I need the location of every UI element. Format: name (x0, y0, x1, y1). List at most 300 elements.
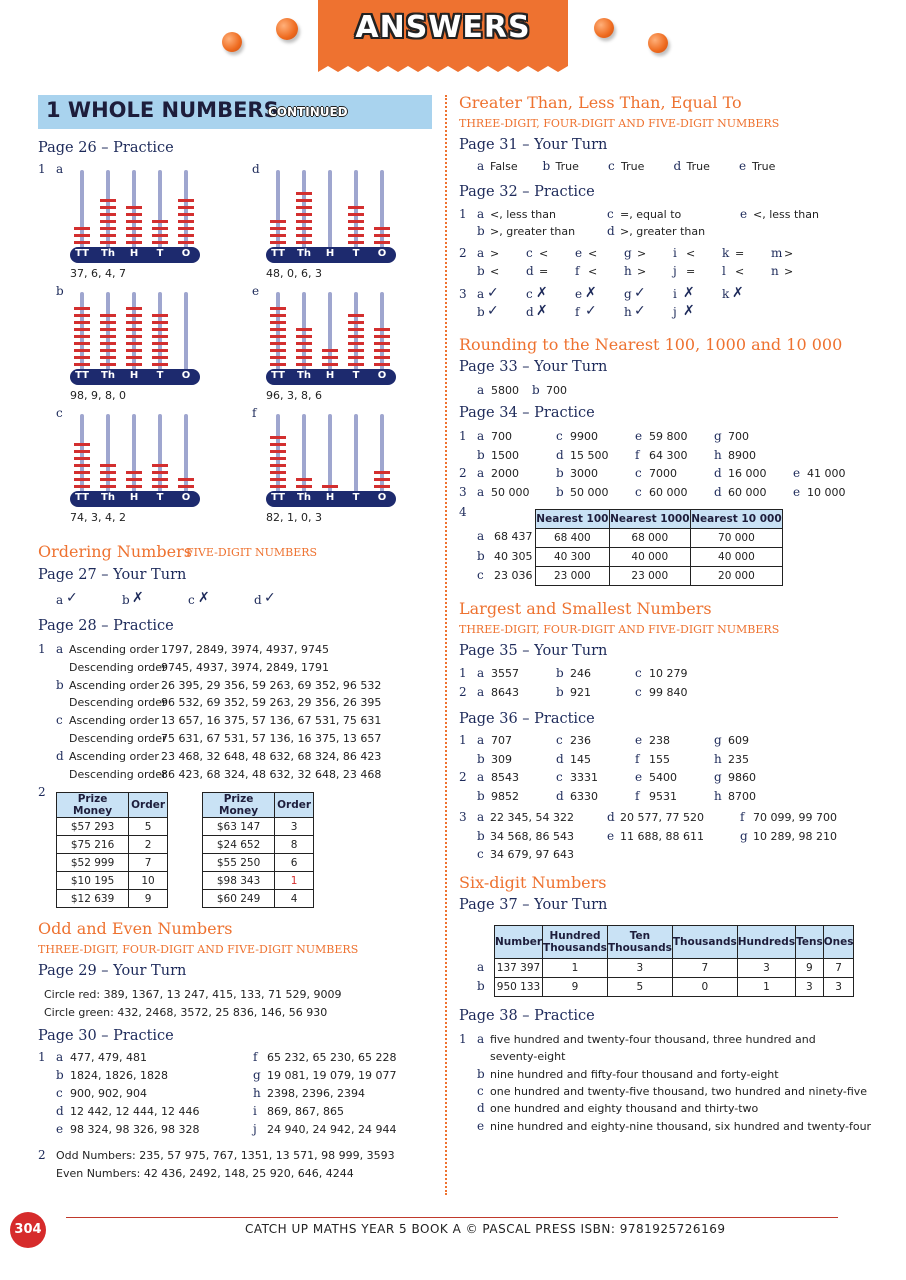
item-letter: l (722, 264, 726, 278)
abacus-bead (100, 485, 116, 488)
abacus-bead (100, 220, 116, 223)
order-label: Descending order (69, 660, 167, 674)
abacus-column-label: O (377, 370, 387, 381)
answer-value: = (539, 265, 549, 278)
abacus-bead (374, 227, 390, 230)
cross-icon: ✗ (536, 285, 548, 301)
answer-value: True (555, 160, 579, 173)
item-letter: d (673, 159, 682, 173)
abacus-bead (374, 234, 390, 237)
abacus-bead (126, 328, 142, 331)
answer-value: >, greater than (490, 225, 576, 238)
answer-value: <, less than (490, 208, 556, 221)
abacus-caption: 82, 1, 0, 3 (266, 511, 322, 524)
abacus-bead (152, 342, 168, 345)
abacus-bead (74, 328, 90, 331)
order-value: 13 657, 16 375, 57 136, 67 531, 75 631 (161, 714, 382, 728)
abacus-bead (100, 199, 116, 202)
table-cell: 950 133 (495, 978, 543, 997)
abacus-bead (374, 342, 390, 345)
abacus-column-label: T (156, 492, 164, 503)
abacus-bead (126, 363, 142, 366)
abacus-bead (152, 314, 168, 317)
abacus-bead (296, 213, 312, 216)
item-letter: d (607, 810, 615, 824)
page35-heading: Page 35 – Your Turn (459, 643, 608, 659)
abacus-letter: d (252, 162, 260, 176)
abacus-caption: 74, 3, 4, 2 (70, 511, 126, 524)
item-letter: d (556, 751, 564, 766)
item-letter: f (635, 751, 640, 766)
answer-value: = (735, 247, 745, 260)
abacus-column-label: Th (101, 492, 115, 503)
order-value: 9745, 4937, 3974, 2849, 1791 (161, 660, 329, 674)
abacus-bead (348, 363, 364, 366)
page30-heading: Page 30 – Practice (38, 1028, 174, 1044)
page36-heading: Page 36 – Practice (459, 711, 595, 727)
abacus-column-label: T (156, 370, 164, 381)
abacus-bead (100, 335, 116, 338)
answer-value: >, greater than (620, 225, 706, 238)
chapter-header (38, 95, 432, 129)
abacus-bead (374, 485, 390, 488)
abacus-letter: e (252, 284, 260, 298)
item-letter: a (477, 246, 485, 260)
table-header-cell: Order (129, 793, 168, 818)
table-cell: 3 (796, 978, 824, 997)
item-letter: j (673, 305, 677, 319)
page28-heading: Page 28 – Practice (38, 618, 174, 634)
item-letter: c (188, 593, 195, 607)
abacus-bead (296, 220, 312, 223)
item-letter: f (575, 264, 580, 278)
abacus-column-label: Th (297, 370, 311, 381)
abacus-column-label: T (156, 248, 164, 259)
abacus-bead (100, 342, 116, 345)
item-letter: b (477, 224, 485, 238)
abacus-bead (270, 328, 286, 331)
order-value: 26 395, 29 356, 59 263, 69 352, 96 532 (161, 678, 382, 692)
abacus-bead (100, 213, 116, 216)
abacus-bead (296, 335, 312, 338)
answer-value: False (490, 160, 518, 173)
abacus-bead (152, 227, 168, 230)
abacus-bead (152, 356, 168, 359)
answer-value: 3000 (570, 467, 598, 480)
abacus-bead (178, 220, 194, 223)
abacus-bead (100, 234, 116, 237)
answer-value: < (588, 247, 598, 260)
table-header-cell: Tens (796, 926, 824, 959)
question-number: 3 (459, 484, 467, 499)
abacus-bead (374, 363, 390, 366)
item-letter: b (477, 1066, 485, 1081)
item-letter: d (714, 466, 722, 480)
table-cell: $52 999 (57, 854, 129, 872)
answer-value: 8643 (491, 686, 519, 699)
abacus-bead (296, 342, 312, 345)
item-letter: d (254, 593, 262, 607)
answer-value: True (621, 160, 645, 173)
answer-value: True (686, 160, 710, 173)
abacus-bead (296, 349, 312, 352)
order-label: Ascending order (69, 749, 159, 763)
oddeven-title: Odd and Even Numbers (38, 919, 233, 938)
question-number: 1 (459, 207, 467, 221)
answer-value: 12 442, 12 444, 12 446 (70, 1105, 200, 1118)
abacus-bead (74, 457, 90, 460)
abacus-bead (374, 356, 390, 359)
table-header-cell: Hundreds (737, 926, 795, 959)
abacus-bead (270, 464, 286, 467)
question-number: 1 (38, 1050, 46, 1064)
ordering-subtitle: FIVE-DIGIT NUMBERS (186, 546, 318, 559)
answer-value: < (686, 247, 696, 260)
ordering-title: Ordering Numbers (38, 542, 192, 561)
abacus-bead (270, 321, 286, 324)
item-letter: c (635, 685, 642, 699)
abacus-diagram (266, 292, 396, 387)
abacus-column-label: TT (75, 492, 89, 503)
tick-icon: ✓ (264, 590, 276, 606)
abacus-bead (74, 349, 90, 352)
item-letter: e (607, 828, 615, 843)
gtl-subtitle: THREE-DIGIT, FOUR-DIGIT AND FIVE-DIGIT NUMBERS (459, 117, 780, 130)
abacus-bead (178, 241, 194, 244)
abacus-rod (354, 414, 358, 498)
abacus-bead (348, 328, 364, 331)
answer-value: 8543 (491, 771, 519, 784)
question-number: 1 (38, 642, 46, 656)
abacus-bead (270, 307, 286, 310)
item-letter: b (556, 685, 564, 699)
page34-heading: Page 34 – Practice (459, 405, 595, 421)
answer-value: 98 324, 98 326, 98 328 (70, 1123, 200, 1136)
cross-icon: ✗ (732, 285, 744, 301)
item-letter: c (526, 287, 533, 301)
abacus-bead (178, 485, 194, 488)
table-cell: $12 639 (57, 890, 129, 908)
answer-value: 145 (570, 752, 591, 766)
item-letter: g (253, 1068, 261, 1082)
circle-green-answer: Circle green: 432, 2468, 3572, 25 836, 146, 56 930 (44, 1006, 328, 1019)
abacus-bead (348, 349, 364, 352)
table-row (57, 854, 168, 872)
table-row (57, 872, 168, 890)
table-row (203, 836, 314, 854)
question-number: 1 (459, 1032, 467, 1046)
table-cell: $75 216 (57, 836, 129, 854)
answer-value: 19 081, 19 079, 19 077 (267, 1069, 397, 1082)
item-letter: h (714, 788, 722, 803)
table-row (203, 890, 314, 908)
answer-value: five hundred and twenty-four thousand, three hundred and (490, 1033, 816, 1046)
abacus-bead (296, 363, 312, 366)
table-header-cell: Ten Thousands (607, 926, 672, 959)
item-letter: g (624, 287, 632, 301)
abacus-bead (100, 314, 116, 317)
table-header-cell: Ones (823, 926, 854, 959)
abacus-column-label: H (325, 370, 335, 381)
abacus-bead (100, 227, 116, 230)
item-letter: d (526, 305, 534, 319)
answer-value: 60 000 (728, 485, 767, 499)
abacus-caption: 98, 9, 8, 0 (70, 389, 126, 402)
abacus-bead (270, 241, 286, 244)
answer-value: 34 679, 97 643 (490, 848, 574, 861)
table-header-cell: Thousands (672, 926, 737, 959)
answer-value: 10 289, 98 210 (753, 829, 837, 843)
answer-value: 10 000 (807, 485, 846, 499)
item-letter: n (771, 264, 779, 278)
abacus-bead (296, 206, 312, 209)
item-letter: e (575, 287, 583, 301)
abacus-bead (100, 356, 116, 359)
abacus-column-label: O (377, 492, 387, 503)
table-cell: 40 000 (609, 548, 690, 567)
abacus-bead (126, 342, 142, 345)
table-cell: 3 (737, 959, 795, 978)
answer-value: 70 099, 99 700 (753, 811, 837, 824)
item-letter: b (477, 264, 485, 278)
abacus-bead (126, 321, 142, 324)
decor-dot-icon (222, 32, 242, 52)
item-letter: e (635, 770, 643, 784)
abacus-bead (270, 478, 286, 481)
abacus-bead (348, 342, 364, 345)
footer-text: CATCH UP MATHS YEAR 5 BOOK A © PASCAL PRESS ISBN: 9781925726169 (245, 1222, 726, 1236)
answer-value: 41 000 (807, 467, 846, 480)
abacus-bead (374, 335, 390, 338)
answer-value: 5800 (491, 384, 519, 397)
decor-dot-icon (648, 33, 668, 53)
page37-heading: Page 37 – Your Turn (459, 897, 608, 913)
rounding-table (535, 509, 783, 586)
abacus-bead (296, 485, 312, 488)
abacus-bead (152, 363, 168, 366)
item-letter: h (714, 447, 722, 462)
abacus-bead (178, 234, 194, 237)
item-letter: a (56, 642, 64, 656)
abacus-bead (270, 450, 286, 453)
item-letter: e (793, 466, 801, 480)
order-label: Descending order (69, 696, 167, 710)
order-label: Ascending order (69, 643, 159, 656)
abacus-bead (348, 227, 364, 230)
question-number: 1 (459, 429, 467, 443)
abacus-bead (374, 478, 390, 481)
abacus-bead (152, 220, 168, 223)
answer-value: < (539, 247, 549, 260)
answer-value: 16 000 (728, 467, 767, 480)
abacus-bead (126, 478, 142, 481)
item-letter: a (477, 287, 485, 301)
question-number: 2 (459, 466, 467, 480)
page-title: ANSWERS (355, 10, 531, 45)
answer-value: 7000 (649, 467, 677, 480)
row-number: 23 036 (494, 569, 533, 582)
decor-dot-icon (276, 18, 298, 40)
item-letter: d (714, 484, 722, 499)
item-letter: a (477, 960, 485, 974)
abacus-bead (74, 241, 90, 244)
answer-value: 64 300 (649, 448, 688, 462)
abacus-bead (126, 220, 142, 223)
tick-icon: ✓ (634, 285, 646, 301)
answer-value: 869, 867, 865 (267, 1105, 344, 1118)
abacus-bead (322, 356, 338, 359)
abacus-bead (74, 450, 90, 453)
answer-value: 700 (546, 384, 567, 397)
table-cell: 3 (607, 959, 672, 978)
table-cell: 7 (129, 854, 168, 872)
table-cell: 4 (275, 890, 314, 908)
abacus-bead (100, 478, 116, 481)
answer-value: 9852 (491, 789, 519, 803)
abacus-column-label: O (181, 248, 191, 259)
table-cell: 1 (543, 959, 608, 978)
abacus-bead (74, 314, 90, 317)
abacus-bead (322, 485, 338, 488)
abacus-bead (348, 206, 364, 209)
answer-value: 5400 (649, 771, 677, 784)
abacus-bead (270, 335, 286, 338)
item-letter: a (477, 484, 485, 499)
abacus-letter: c (56, 406, 63, 420)
abacus-bead (126, 349, 142, 352)
rounding-title: Rounding to the Nearest 100, 1000 and 10 000 (459, 335, 843, 354)
item-letter: e (793, 484, 801, 499)
item-letter: f (635, 788, 640, 803)
abacus-bead (126, 227, 142, 230)
answer-value: <, less than (753, 208, 819, 221)
abacus-bead (74, 478, 90, 481)
item-letter: h (714, 751, 722, 766)
answer-value: 477, 479, 481 (70, 1051, 147, 1064)
column-divider (445, 95, 447, 1195)
answer-value: 235 (728, 752, 749, 766)
item-letter: g (714, 770, 722, 784)
answer-value: 10 279 (649, 667, 688, 680)
item-letter: a (477, 466, 485, 480)
answer-value: 99 840 (649, 686, 688, 699)
tick-icon: ✓ (487, 303, 499, 319)
abacus-bead (296, 199, 312, 202)
item-letter: a (477, 159, 485, 173)
answer-value: < (490, 265, 500, 278)
table-row (203, 854, 314, 872)
cross-icon: ✗ (198, 590, 210, 606)
abacus-column-label: Th (297, 492, 311, 503)
order-value: 23 468, 32 648, 48 632, 68 324, 86 423 (161, 749, 382, 763)
item-letter: d (556, 788, 564, 803)
answer-value: 9860 (728, 771, 756, 784)
item-letter: c (635, 466, 642, 480)
order-label: Ascending order (69, 714, 159, 728)
answer-value: 22 345, 54 322 (490, 811, 574, 824)
item-letter: a (477, 207, 485, 221)
abacus-column-label: TT (75, 370, 89, 381)
table-cell: $63 147 (203, 818, 275, 836)
odd-numbers-answer: Odd Numbers: 235, 57 975, 767, 1351, 13 571, 98 999, 3593 (56, 1149, 395, 1162)
abacus-caption: 96, 3, 8, 6 (266, 389, 322, 402)
item-letter: b (556, 466, 564, 480)
abacus-bead (374, 471, 390, 474)
abacus-bead (374, 328, 390, 331)
abacus-letter: b (56, 284, 64, 298)
abacus-letter: f (252, 406, 257, 420)
item-letter: g (714, 733, 722, 747)
answer-value: 6330 (570, 789, 598, 803)
abacus-bead (270, 342, 286, 345)
item-letter: a (56, 593, 64, 607)
table-cell: $60 249 (203, 890, 275, 908)
table-cell: 40 000 (690, 548, 782, 567)
order-label: Ascending order (69, 678, 159, 692)
item-letter: b (532, 383, 540, 397)
even-numbers-answer: Even Numbers: 42 436, 2492, 148, 25 920, 646, 4244 (56, 1167, 354, 1180)
abacus-bead (348, 220, 364, 223)
chapter-continued: CONTINUED (268, 105, 348, 119)
answer-value: 20 577, 77 520 (620, 811, 704, 824)
abacus-bead (322, 363, 338, 366)
item-letter: b (477, 305, 485, 319)
item-letter: e (635, 429, 643, 443)
abacus-diagram (70, 292, 200, 387)
sixdigit-title: Six-digit Numbers (459, 873, 607, 892)
item-letter: c (556, 733, 563, 747)
abacus-bead (348, 241, 364, 244)
item-letter: k (722, 246, 730, 260)
abacus-diagram (266, 414, 396, 509)
abacus-bead (74, 443, 90, 446)
abacus-column-label: T (352, 492, 360, 503)
abacus-column-label: TT (271, 248, 285, 259)
item-letter: f (740, 810, 745, 824)
item-letter: b (56, 677, 64, 692)
item-letter: d (56, 748, 64, 763)
abacus-bead (152, 241, 168, 244)
abacus-bead (100, 363, 116, 366)
row-number: 40 305 (494, 549, 533, 563)
table-cell: 6 (275, 854, 314, 872)
item-letter: h (624, 305, 632, 319)
table-cell: 10 (129, 872, 168, 890)
abacus-bead (126, 213, 142, 216)
table-header-row (203, 793, 314, 818)
table-cell: $10 195 (57, 872, 129, 890)
item-letter: g (624, 246, 632, 260)
abacus-bead (296, 227, 312, 230)
tick-icon: ✓ (634, 303, 646, 319)
abacus-bead (296, 356, 312, 359)
banner-zigzag (318, 64, 568, 74)
abacus-bead (296, 478, 312, 481)
page31-heading: Page 31 – Your Turn (459, 137, 608, 153)
item-letter: d (56, 1104, 64, 1118)
item-letter: i (253, 1104, 257, 1118)
item-letter: e (575, 246, 583, 260)
question-number: 2 (38, 785, 46, 799)
item-letter: a (477, 666, 485, 680)
page26-heading: Page 26 – Practice (38, 140, 174, 156)
item-letter: b (477, 979, 485, 993)
table-header-cell: Number (495, 926, 543, 959)
abacus-bead (74, 307, 90, 310)
abacus-column-label: H (325, 248, 335, 259)
table-cell: 3 (823, 978, 854, 997)
abacus-bead (374, 349, 390, 352)
